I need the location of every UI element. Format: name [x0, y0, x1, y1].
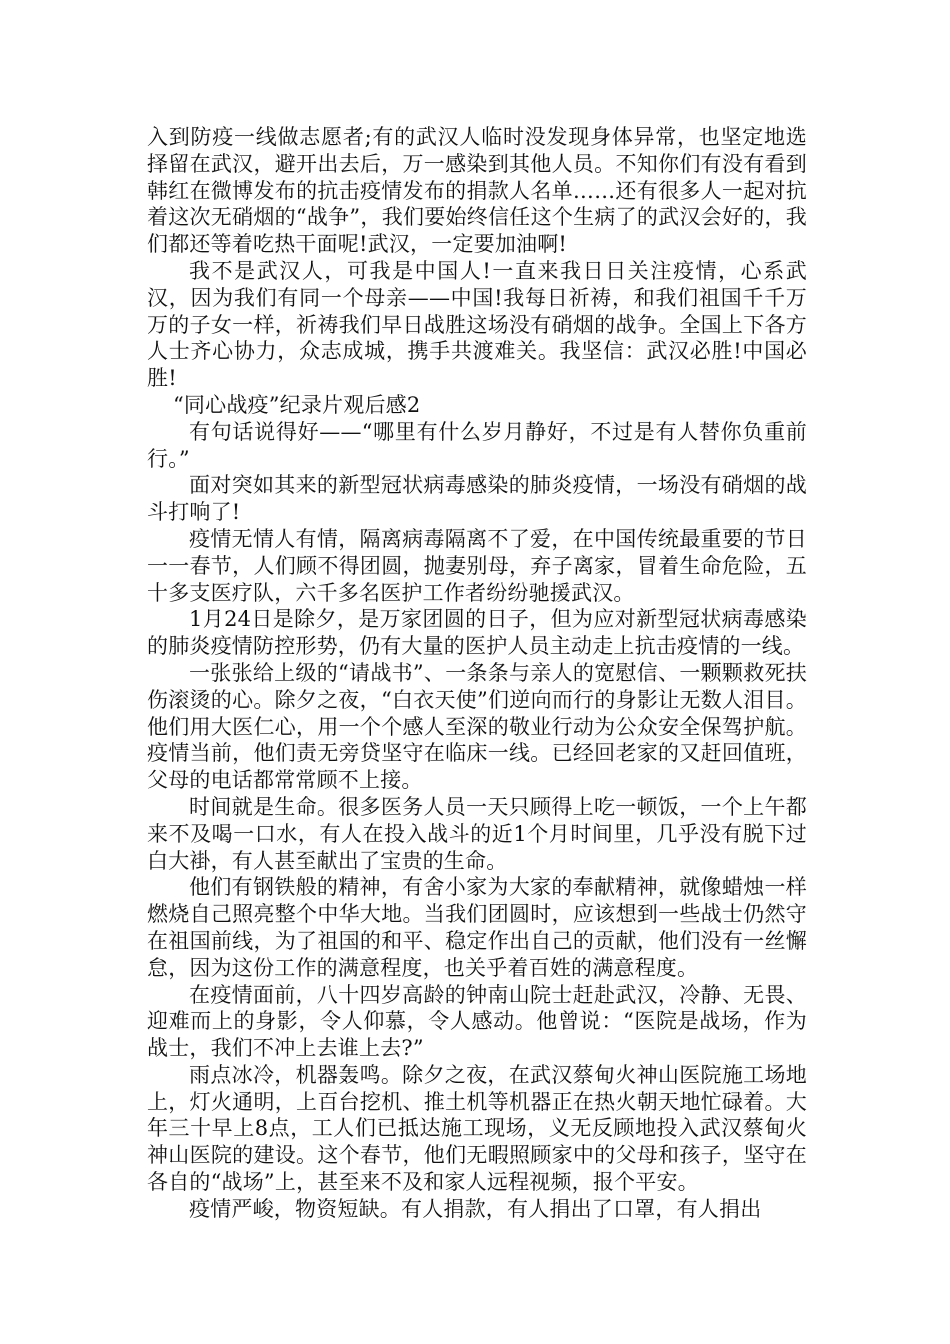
paragraph: 时间就是生命。很多医务人员一天只顾得上吃一顿饭，一个上午都来不及喝一口水，有人在投入战斗的近1个月时间里，几乎没有脱下过白大褂，有人甚至献出了宝贵的生命。	[147, 794, 807, 873]
paragraph: 1月24日是除夕，是万家团圆的日子，但为应对新型冠状病毒感染的肺炎疫情防控形势，仍有大量的医护人员主动走上抗击疫情的一线。	[147, 607, 807, 659]
article-body	[147, 124, 807, 1223]
paragraph-continued: 入到防疫一线做志愿者;有的武汉人临时没发现身体异常，也坚定地选择留在武汉，避开出去后，万一感染到其他人员。不知你们有没有看到韩红在微博发布的抗击疫情发布的捐款人名单……还有很多人一起对抗着这次无硝烟的“战争”，我们要始终信任这个生病了的武汉会好的，我们都还等着吃热干面呢!武汉，一定要加油啊!	[147, 125, 807, 257]
paragraph: 面对突如其来的新型冠状病毒感染的肺炎疫情，一场没有硝烟的战斗打响了!	[147, 473, 807, 525]
paragraph: 在疫情面前，八十四岁高龄的钟南山院士赶赴武汉，冷静、无畏、迎难而上的身影，令人仰慕，令人感动。他曾说：“医院是战场，作为战士，我们不冲上去谁上去?”	[147, 982, 807, 1061]
paragraph: 一张张给上级的“请战书”、一条条与亲人的宽慰信、一颗颗救死扶伤滚烫的心。除夕之夜，“白衣天使”们逆向而行的身影让无数人泪目。他们用大医仁心，用一个个感人至深的敬业行动为公众安全保驾护航。疫情当前，他们责无旁贷坚守在临床一线。已经回老家的又赶回值班，父母的电话都常常顾不上接。	[147, 660, 807, 793]
section-title: “同心战疫”纪录片观后感2	[173, 392, 421, 417]
paragraph: 雨点冰冷，机器轰鸣。除夕之夜，在武汉蔡甸火神山医院施工场地上，灯火通明，上百台挖机、推土机等机器正在热火朝天地忙碌着。大年三十早上8点，工人们已抵达施工现场，义无反顾地投入武汉蔡甸火神山医院的建设。这个春节，他们无暇照顾家中的父母和孩子，坚守在各自的“战场”上，甚至来不及和家人远程视频，报个平安。	[147, 1062, 807, 1195]
paragraph: 疫情严峻，物资短缺。有人捐款，有人捐出了口罩，有人捐出	[189, 1196, 762, 1221]
paragraph: 我不是武汉人，可我是中国人!一直来我日日关注疫情，心系武汉，因为我们有同一个母亲——中国!我每日祈祷，和我们祖国千千万万的子女一样，祈祷我们早日战胜这场没有硝烟的战争。全国上下各方人士齐心协力，众志成城，携手共渡难关。我坚信：武汉必胜!中国必胜!	[147, 258, 807, 391]
paragraph: 他们有钢铁般的精神，有舍小家为大家的奉献精神，就像蜡烛一样燃烧自己照亮整个中华大地。当我们团圆时，应该想到一些战士仍然守在祖国前线，为了祖国的和平、稳定作出自己的贡献，他们没有一丝懈怠，因为这份工作的满意程度，也关乎着百姓的满意程度。	[147, 875, 807, 980]
paragraph: 疫情无情人有情，隔离病毒隔离不了爱，在中国传统最重要的节日一一春节，人们顾不得团圆，抛妻别母，弃子离家，冒着生命危险，五十多支医疗队，六千多名医护工作者纷纷驰援武汉。	[147, 526, 807, 605]
paragraph: 有句话说得好——“哪里有什么岁月静好，不过是有人替你负重前行。”	[147, 419, 807, 471]
